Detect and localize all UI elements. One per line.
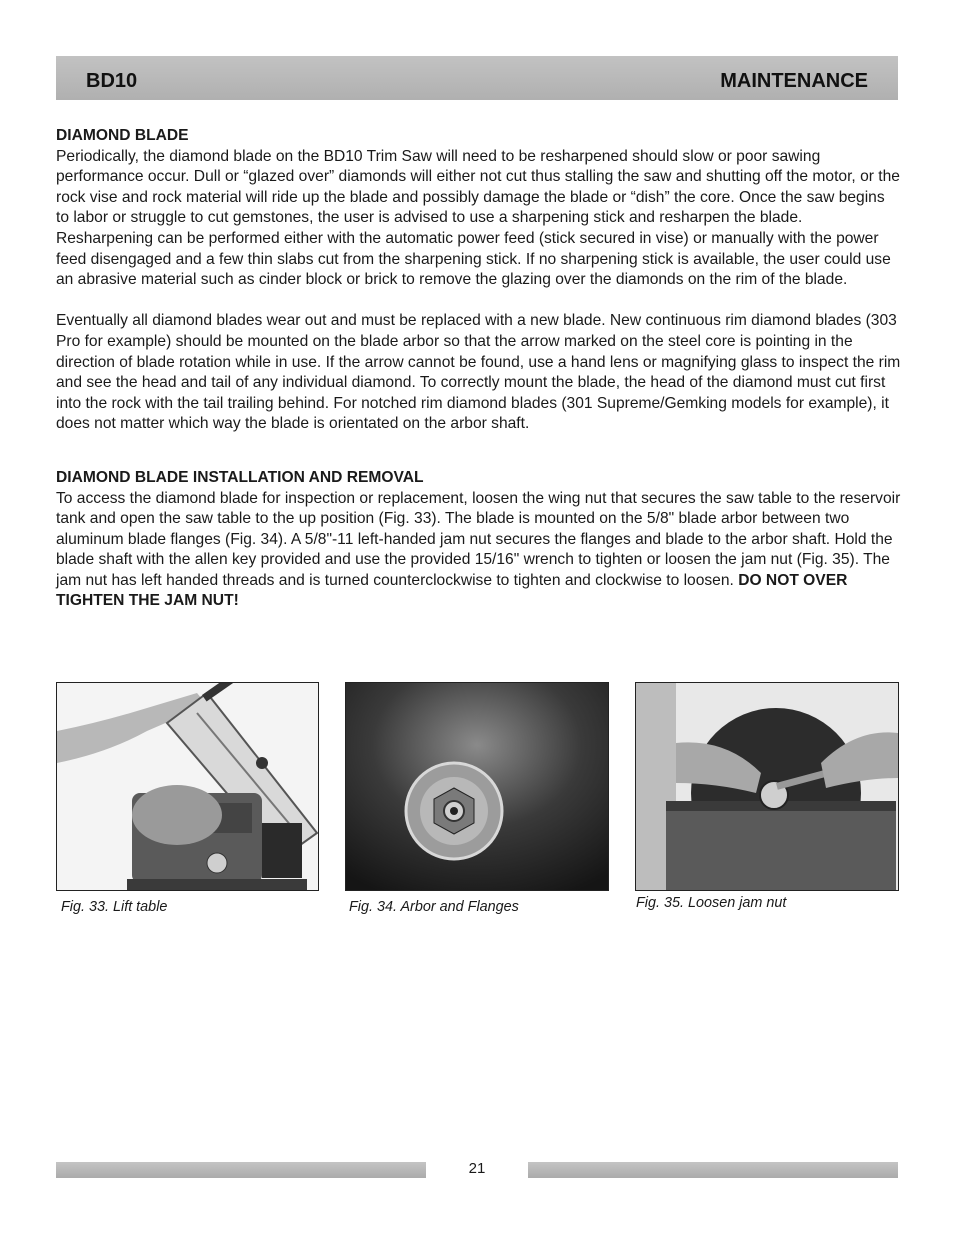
caption-fig-33: Fig. 33. Lift table [61, 899, 168, 915]
warning-text: DO NOT OVER TIGHTEN THE JAM NUT! [56, 571, 848, 610]
installation-text: To access the diamond blade for inspection or replacement, loosen the wing nut that secures the saw table to the reservoir tank and open the saw table to the up position (Fig. 33). The blade is mounted on the 5/8" blade arbor between two aluminum blade flanges (Fig. 34). A 5/8"-11 left-handed jam nut secures the flanges and blade to the arbor shaft. Hold the blade shaft with the allen key provided and use the provided 15/16" wrench to tighten or loosen the jam nut (Fig. 35). The jam nut has left handed threads and is turned counterclockwise to tighten and clockwise to loosen. [56, 489, 901, 589]
section-heading-diamond-blade: DIAMOND BLADE [56, 127, 189, 144]
header-section: MAINTENANCE [720, 70, 868, 92]
footer-bar-left [56, 1162, 426, 1178]
arbor-flanges-photo [346, 683, 608, 890]
page-header [56, 56, 898, 100]
section-heading-installation: DIAMOND BLADE INSTALLATION AND REMOVAL [56, 468, 424, 486]
header-model: BD10 [86, 70, 138, 92]
caption-fig-35: Fig. 35. Loosen jam nut [636, 895, 787, 911]
loosen-jam-nut-photo [636, 683, 898, 890]
body-content [56, 126, 901, 612]
paragraph-resharpening: Periodically, the diamond blade on the BD10 Trim Saw will need to be resharpened should slow or poor sawing performance occur. Dull or “glazed over” diamonds will either not cut thus stalling the saw and shutting off the motor, or the rock vise and rock material will ride up the blade and possibly damage the blade or “dish” the core. Once the saw begins to labor or struggle to cut gemstones, the user is advised to use a sharpening stick and resharpen the blade. Resharpening can be performed either with the automatic power feed (stick secured in vise) or manually with the power feed disengaged and a few thin slabs cut from the sharpening stick. If no sharpening stick is available, the user could use an abrasive material such as cinder block or brick to remove the glazing over the diamonds on the rim of the blade. [56, 147, 900, 289]
figure-loosen-jam-nut [635, 682, 899, 891]
figure-lift-table [56, 682, 319, 891]
page-number: 21 [468, 1160, 486, 1177]
figure-arbor-flanges [345, 682, 609, 891]
paragraph-blade-replacement: Eventually all diamond blades wear out and must be replaced with a new blade. New continuous rim diamond blades (303 Pro for example) should be mounted on the blade arbor so that the arrow marked on the steel core is pointing in the direction of blade rotation while in use. If the arrow cannot be found, use a hand lens or magnifying glass to inspect the rim and see the head and tail of any individual diamond. To correctly mount the blade, the head of the diamond must cut first into the rock with the tail trailing behind. For notched rim diamond blades (301 Supreme/Gemking models for example), it does not matter which way the blade is orientated on the arbor shaft. [56, 312, 901, 433]
caption-fig-34: Fig. 34. Arbor and Flanges [349, 899, 519, 915]
footer-bar-right [528, 1162, 898, 1178]
lift-table-photo [57, 683, 318, 890]
paragraph-installation [56, 489, 901, 613]
